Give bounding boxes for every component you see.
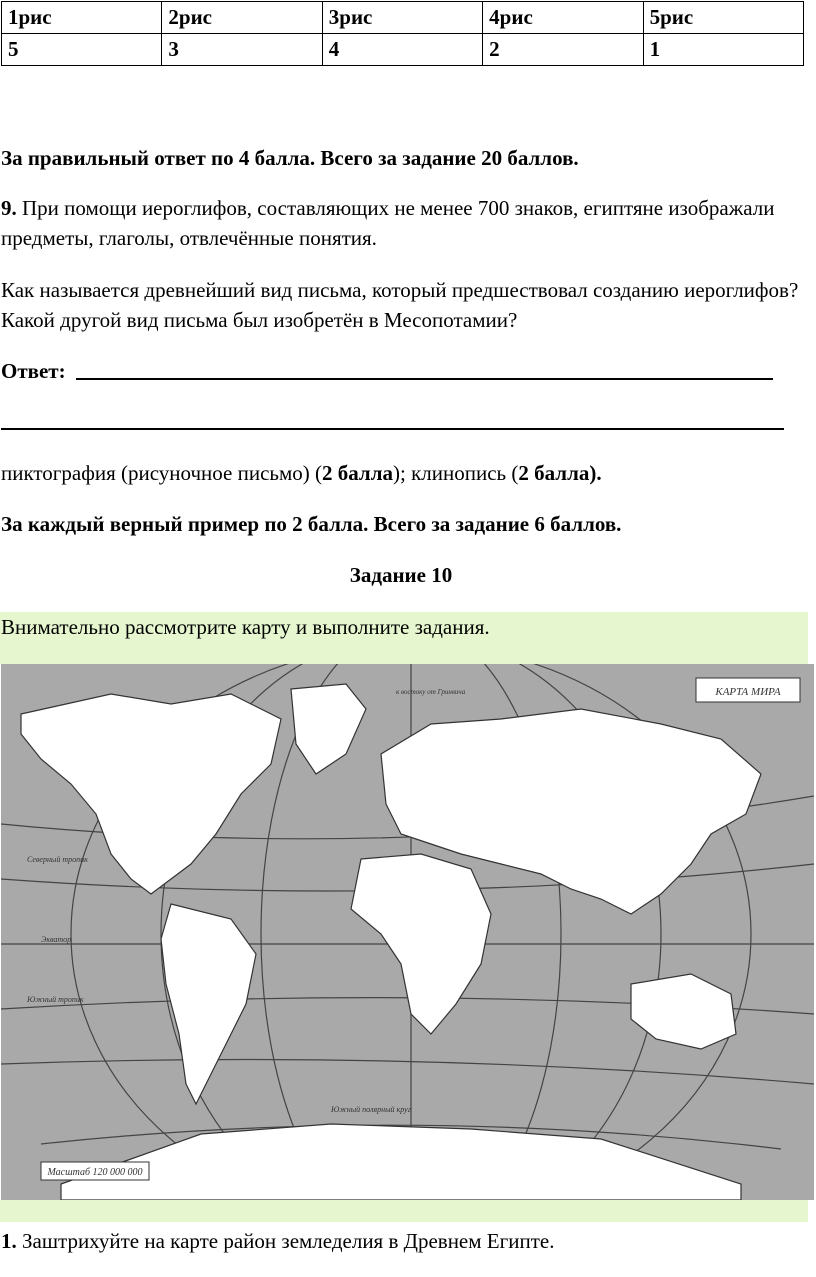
table-cell: 2 bbox=[483, 34, 643, 66]
item-number: 1. bbox=[1, 1229, 17, 1253]
map-scale: Масштаб 120 000 000 bbox=[47, 1167, 143, 1178]
world-map bbox=[1, 664, 814, 1200]
map-label-tropic-north: Северный тропик bbox=[27, 855, 88, 864]
question-9-text bbox=[1, 193, 801, 253]
table-cell: 5рис bbox=[643, 2, 803, 34]
map-title-plate bbox=[696, 678, 800, 702]
map-title: КАРТА МИРА bbox=[715, 686, 781, 698]
instruction-band-bottom bbox=[0, 1200, 808, 1222]
task-10-instruction: Внимательно рассмотрите карту и выполните задания. bbox=[1, 615, 490, 639]
score-note-2: За каждый верный пример по 2 балла. Всего за задание 6 баллов. bbox=[1, 512, 622, 536]
answer-line-2 bbox=[1, 428, 784, 430]
table-cell: 5 bbox=[2, 34, 162, 66]
answer-table-value-row bbox=[2, 34, 804, 66]
answer-part: пиктография (рисуночное письмо) ( bbox=[1, 461, 322, 485]
answer-table-header-row bbox=[2, 2, 804, 34]
score-note-1: За правильный ответ по 4 балла. Всего за задание 20 баллов. bbox=[1, 146, 579, 170]
answer-9-text bbox=[1, 458, 801, 488]
table-cell: 1 bbox=[643, 34, 803, 66]
map-label-equator: Экватор bbox=[41, 935, 72, 944]
map-label-polar-circle: Южный полярный круг bbox=[331, 1105, 411, 1114]
question-9-body: При помощи иероглифов, составляющих не менее 700 знаков, египтяне изображали предметы, глаголы, отвлечённые понятия. bbox=[1, 196, 775, 250]
map-scale-plate bbox=[41, 1162, 149, 1180]
task-10-item-1 bbox=[1, 1226, 801, 1256]
answer-part: ); клинопись ( bbox=[393, 461, 519, 485]
table-cell: 2рис bbox=[162, 2, 322, 34]
answer-points: 2 балла bbox=[322, 461, 393, 485]
task-10-title: Задание 10 bbox=[349, 563, 453, 587]
world-map-graphic bbox=[1, 664, 814, 1200]
answer-line-1 bbox=[76, 378, 773, 380]
table-cell: 3 bbox=[162, 34, 322, 66]
table-cell: 4рис bbox=[483, 2, 643, 34]
map-label-greenwich: к востоку от Гринвича bbox=[396, 688, 466, 696]
answer-label: Ответ: bbox=[1, 359, 66, 383]
question-number: 9. bbox=[1, 196, 17, 220]
table-cell: 3рис bbox=[322, 2, 482, 34]
map-label-tropic-south: Южный тропик bbox=[27, 995, 84, 1004]
answer-table bbox=[1, 1, 804, 66]
question-9-question: Как называется древнейший вид письма, который предшествовал созданию иероглифов? Какой другой вид письма был изобретён в Месопотамии? bbox=[1, 278, 799, 332]
item-text: Заштрихуйте на карте район земледелия в Древнем Египте. bbox=[16, 1229, 555, 1253]
table-cell: 4 bbox=[322, 34, 482, 66]
table-cell: 1рис bbox=[2, 2, 162, 34]
answer-points: 2 балла). bbox=[518, 461, 602, 485]
